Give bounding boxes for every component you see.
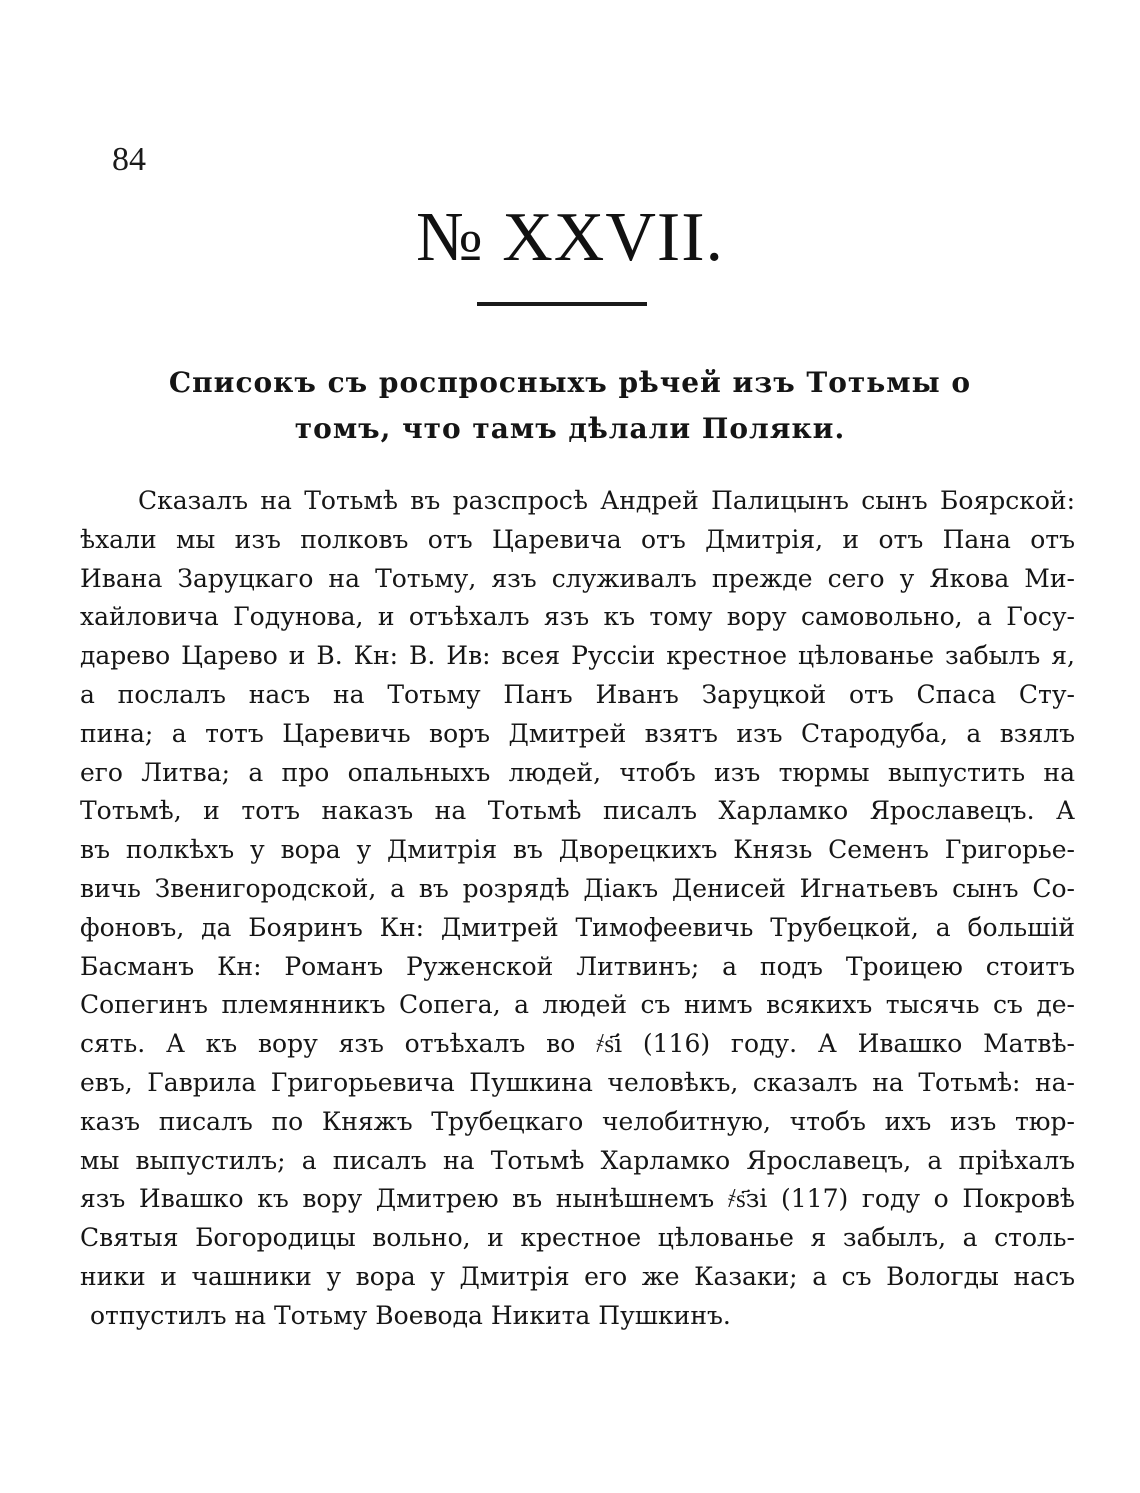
body-line: евъ, Гаврила Григорьевича Пушкина человѣкъ, сказалъ на Тотьмѣ: на-: [80, 1067, 1075, 1097]
body-line: хайловича Годунова, и отъѣхалъ язъ къ тому вору самовольно, а Госу-: [80, 602, 1075, 632]
document-number-title: № XXVII.: [415, 199, 725, 276]
heading-line: томъ, что тамъ дѣлали Поляки.: [294, 412, 846, 445]
body-line: Сказалъ на Тотьмѣ въ разспросѣ Андрей Палицынъ сынъ Боярской:: [138, 486, 1075, 515]
title-divider: [477, 302, 647, 306]
body-line: а послалъ насъ на Тотьму Панъ Иванъ Заруцкой отъ Спаса Сту-: [80, 679, 1075, 709]
body-line: казъ писалъ по Княжъ Трубецкаго челобитную, чтобъ ихъ изъ тюр-: [80, 1106, 1075, 1136]
body-line: мы выпустилъ; а писалъ на Тотьмѣ Харламко Ярославецъ, а пріѣхалъ: [80, 1145, 1075, 1175]
body-line: въ полкѣхъ у вора у Дмитрія въ Дворецкихъ Князь Семенъ Григорье-: [80, 835, 1075, 865]
body-line: дарево Царево и В. Кн: В. Ив: всея Руссіи крестное цѣлованье забылъ я,: [80, 641, 1075, 671]
body-line: пина; а тотъ Царевичь воръ Дмитрей взятъ изъ Стародуба, а взялъ: [80, 718, 1075, 748]
body-line: Ивана Заруцкаго на Тотьму, язъ служивалъ прежде сего у Якова Ми-: [80, 563, 1075, 593]
page-number: 84: [112, 141, 146, 178]
body-line: Сопегинъ племянникъ Сопега, а людей съ нимъ всякихъ тысячь съ де-: [80, 990, 1075, 1020]
body-line: сять. А къ вору язъ отъѣхалъ во ҂ѕ҃і (116) году. А Ивашко Матвѣ-: [80, 1029, 1075, 1059]
body-paragraph: [80, 482, 1075, 1336]
body-line: вичь Звенигородской, а въ розрядѣ Діакъ Денисей Игнатьевъ сынъ Со-: [80, 873, 1075, 903]
body-line: Басманъ Кн: Романъ Руженской Литвинъ; а подъ Троицею стоитъ: [80, 951, 1075, 981]
body-line: его Литва; а про опальныхъ людей, чтобъ изъ тюрмы выпустить на: [80, 757, 1075, 787]
body-line: Тотьмѣ, и тотъ наказъ на Тотьмѣ писалъ Харламко Ярославецъ. А: [80, 796, 1075, 826]
body-line: ники и чашники у вора у Дмитрія его же Казаки; а съ Вологды насъ: [80, 1261, 1075, 1291]
body-line: Святыя Богородицы вольно, и крестное цѣлованье я забылъ, а столь-: [80, 1223, 1075, 1253]
body-line: фоновъ, да Бояринъ Кн: Дмитрей Тимофеевичь Трубецкой, а большій: [80, 912, 1075, 942]
body-line: ѣхали мы изъ полковъ отъ Царевича отъ Дмитрія, и отъ Пана отъ: [80, 524, 1075, 554]
body-line: отпустилъ на Тотьму Воевода Никита Пушкинъ.: [90, 1300, 731, 1330]
document-heading: [110, 360, 1030, 452]
heading-line: Списокъ съ роспросныхъ рѣчей изъ Тотьмы о: [168, 366, 972, 399]
body-line: язъ Ивашко къ вору Дмитрею въ нынѣшнемъ ҂ѕ҃зі (117) году о Покровѣ: [80, 1184, 1075, 1214]
